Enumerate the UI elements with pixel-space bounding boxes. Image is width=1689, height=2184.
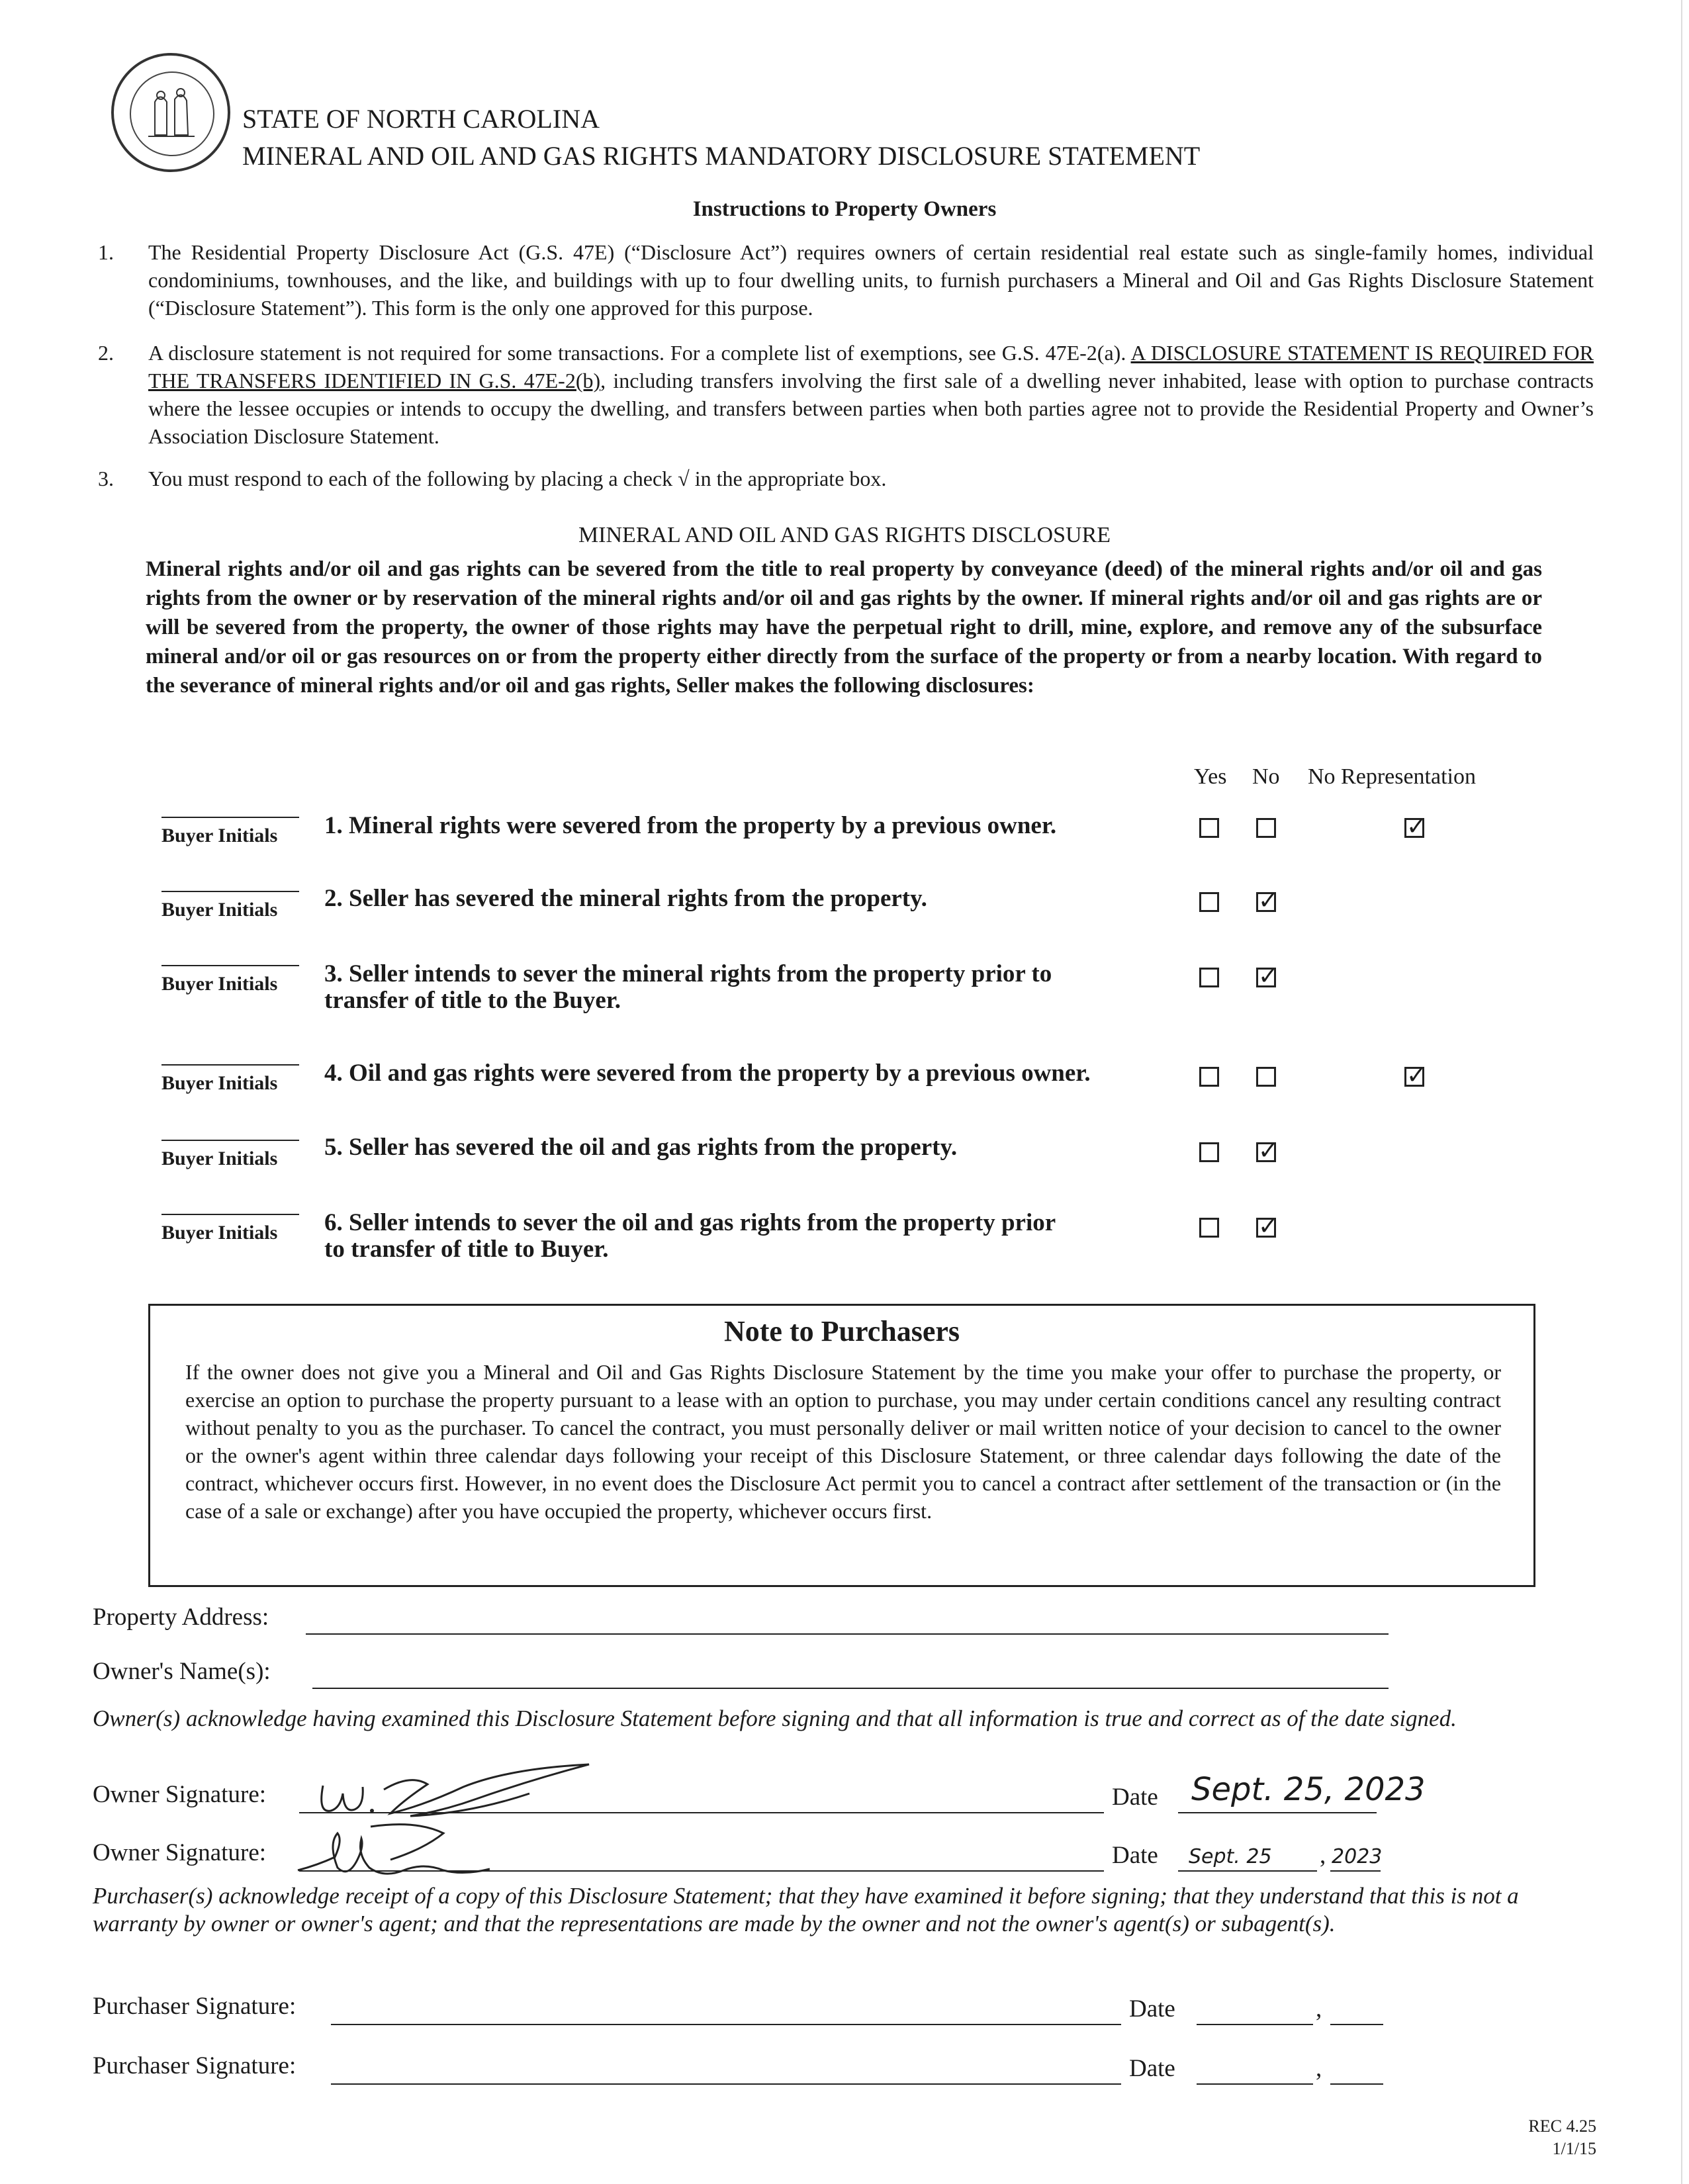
check-mark-icon: ✓ (1258, 887, 1279, 915)
instruction-number: 3. (98, 467, 114, 490)
owner-acknowledgement: Owner(s) acknowledge having examined this Disclosure Statement before signing and that all information is true and correct as of the date signed. (93, 1706, 1457, 1731)
q3-no-checkbox[interactable] (1256, 963, 1279, 990)
buyer-initials-line[interactable] (161, 891, 299, 892)
disclosure-section-title: MINERAL AND OIL AND GAS RIGHTS DISCLOSURE (578, 523, 1111, 547)
purchaser-date-label-2: Date (1129, 2055, 1175, 2082)
purchaser-signature-label-2: Purchaser Signature: (93, 2052, 297, 2079)
owner-names-label: Owner's Name(s): (93, 1658, 271, 1685)
form-revision-date: 1/1/15 (1552, 2139, 1596, 2158)
buyer-initials-label: Buyer Initials (161, 825, 278, 846)
buyer-initials-line[interactable] (161, 817, 299, 818)
owner-signature-label-1: Owner Signature: (93, 1781, 267, 1808)
scan-edge (1681, 0, 1682, 2184)
buyer-initials-line[interactable] (161, 1140, 299, 1141)
instructions-title: Instructions to Property Owners (692, 197, 997, 221)
buyer-initials-line[interactable] (161, 1214, 299, 1215)
q1-norep-checkbox[interactable] (1404, 813, 1427, 841)
buyer-initials-label: Buyer Initials (161, 1072, 278, 1094)
question-text: 3. Seller intends to sever the mineral rights from the property prior to (324, 960, 1052, 987)
instruction-text (148, 339, 1594, 450)
buyer-initials-line[interactable] (161, 1064, 299, 1066)
property-address-field[interactable] (306, 1633, 1389, 1635)
property-address-label: Property Address: (93, 1604, 269, 1631)
seal-emblem-icon (114, 56, 228, 169)
q4-norep-checkbox[interactable] (1404, 1062, 1427, 1089)
check-mark-icon: ✓ (1258, 963, 1279, 990)
column-yes: Yes (1194, 764, 1227, 789)
question-text-continued: to transfer of title to Buyer. (324, 1236, 609, 1263)
instruction-emphasis: A DISCLOSURE STATEMENT IS REQUIRED FOR THE TRANSFERS IDENTIFIED IN G.S. 47E-2(b) (148, 341, 1594, 392)
q5-yes-checkbox[interactable] (1199, 1142, 1219, 1162)
buyer-initials-label: Buyer Initials (161, 1148, 278, 1169)
question-text: 4. Oil and gas rights were severed from the property by a previous owner. (324, 1060, 1091, 1087)
question-2 (324, 886, 1185, 912)
owner-date-value-1: Sept. 25, 2023 (1191, 1771, 1426, 1808)
q5-no-checkbox[interactable] (1256, 1138, 1279, 1165)
buyer-initials-label: Buyer Initials (161, 899, 278, 921)
instruction-text-part: , including transfers involving the first sale of a dwelling never inhabited, lease with option to purchase contracts where the lessee occupies or intends to occupy the dwelling, and transfers between parties when both parties agree not to provide the Residential Property and Owner’s Association Disclosure Statement. (148, 369, 1594, 448)
q1-yes-checkbox[interactable] (1199, 818, 1219, 838)
purchaser-signature-field-1[interactable] (331, 2024, 1121, 2025)
form-footer (1528, 2115, 1596, 2160)
q6-no-checkbox[interactable] (1256, 1213, 1279, 1240)
buyer-initials-label: Buyer Initials (161, 973, 278, 995)
purchaser-acknowledgement: Purchaser(s) acknowledge receipt of a copy of this Disclosure Statement; that they have examined it before signing; that they understand that this is not a warranty by owner or owner's agent; and that the representations are made by the owner and not the owner's agent(s) or subagent(s). (93, 1883, 1519, 1936)
question-4 (324, 1060, 1185, 1087)
note-body: If the owner does not give you a Mineral and Oil and Gas Rights Disclosure Statement by the time you make your offer to purchase the property, or exercise an option to purchase the property pursuant to a lease with an option to purchase, you may under certain conditions cancel any resulting contract without penalty to you as the purchaser. To cancel the contract, you must personally deliver or mail written notice of your decision to cancel to the owner or the owner's agent within three calendar days following your receipt of this Disclosure Statement, or three calendar days following the date of the contract, whichever occurs first. However, in no event does the Disclosure Act permit you to cancel a contract after settlement of the transaction or (in the case of a sale or exchange) after you have occupied the property, whichever occurs first. (185, 1360, 1501, 1523)
owner-date-comma-2: , (1320, 1842, 1326, 1869)
column-no: No (1252, 764, 1280, 789)
q4-no-checkbox[interactable] (1256, 1067, 1276, 1087)
purchaser-date-field-2[interactable] (1197, 2083, 1313, 2085)
commission-seal-logo (111, 53, 230, 172)
header-form-title: MINERAL AND OIL AND GAS RIGHTS MANDATORY DISCLOSURE STATEMENT (242, 141, 1201, 171)
check-mark-icon: ✓ (1258, 1213, 1279, 1240)
note-title: Note to Purchasers (724, 1315, 960, 1347)
question-3 (324, 961, 1185, 1014)
owner-date-monthday-field-2[interactable] (1178, 1870, 1317, 1872)
q2-no-checkbox[interactable] (1256, 887, 1279, 915)
buyer-initials-label: Buyer Initials (161, 1222, 278, 1244)
owner-date-monthday-value-2: Sept. 25 (1189, 1845, 1272, 1868)
buyer-initials-line[interactable] (161, 965, 299, 966)
owner-date-label-2: Date (1112, 1842, 1158, 1869)
check-mark-icon: ✓ (1406, 813, 1427, 841)
question-text: 6. Seller intends to sever the oil and gas rights from the property prior (324, 1209, 1056, 1236)
instruction-number: 2. (98, 341, 114, 365)
question-5 (324, 1134, 1185, 1161)
q6-yes-checkbox[interactable] (1199, 1218, 1219, 1238)
q2-yes-checkbox[interactable] (1199, 892, 1219, 912)
header-state: STATE OF NORTH CAROLINA (242, 104, 600, 134)
question-text: 5. Seller has severed the oil and gas rights from the property. (324, 1134, 958, 1161)
owner-signature-label-2: Owner Signature: (93, 1839, 267, 1866)
owner-date-label-1: Date (1112, 1784, 1158, 1811)
check-mark-icon: ✓ (1258, 1138, 1279, 1165)
column-no-representation: No Representation (1308, 764, 1476, 789)
owner-names-field[interactable] (312, 1688, 1389, 1689)
purchaser-year-field-2[interactable] (1330, 2083, 1383, 2085)
purchaser-date-comma-1: , (1316, 1995, 1322, 2023)
purchaser-signature-field-2[interactable] (331, 2083, 1121, 2085)
purchaser-date-field-1[interactable] (1197, 2024, 1313, 2025)
instruction-text: You must respond to each of the following by placing a check √ in the appropriate box. (148, 467, 887, 490)
q4-yes-checkbox[interactable] (1199, 1067, 1219, 1087)
question-6 (324, 1210, 1185, 1263)
q1-no-checkbox[interactable] (1256, 818, 1276, 838)
instruction-item-3 (98, 465, 1594, 494)
purchaser-date-label-1: Date (1129, 1995, 1175, 2023)
check-mark-icon: ✓ (1406, 1062, 1427, 1089)
disclosure-section-body: Mineral rights and/or oil and gas rights can be severed from the title to real property by conveyance (deed) of the mineral rights and/or oil and gas rights from the owner or by reservation of the mineral rights and/or oil and gas rights by the owner. If mineral rights and/or oil and gas rights are or will be severed from the property, the owner of those rights may have the perpetual right to drill, mine, explore, and remove any of the subsurface mineral and/or oil or gas resources on or from the property either directly from the surface of the property or from a nearby location. With regard to the severance of mineral rights and/or oil and gas rights, Seller makes the following disclosures: (146, 557, 1542, 698)
purchaser-year-field-1[interactable] (1330, 2024, 1383, 2025)
question-text-continued: transfer of title to the Buyer. (324, 987, 621, 1014)
instruction-item-1 (98, 238, 1594, 326)
q3-yes-checkbox[interactable] (1199, 968, 1219, 987)
owner-date-year-field-2[interactable] (1330, 1870, 1381, 1872)
purchaser-date-comma-2: , (1316, 2055, 1322, 2082)
question-text: 2. Seller has severed the mineral rights from the property. (324, 885, 927, 912)
question-text: 1. Mineral rights were severed from the property by a previous owner. (324, 812, 1057, 839)
owner-date-field-1[interactable] (1178, 1812, 1377, 1813)
instruction-text: The Residential Property Disclosure Act (G.S. 47E) (“Disclosure Act”) requires owners of certain residential real estate such as single-family homes, individual condominiums, townhouses, and the like, and buildings with up to four dwelling units, to furnish purchasers a Mineral and Oil and Gas Rights Disclosure Statement (“Disclosure Statement”). This form is the only one approved for this purpose. (148, 240, 1594, 320)
instruction-number: 1. (98, 240, 114, 264)
purchaser-signature-label-1: Purchaser Signature: (93, 1993, 297, 2020)
form-number: REC 4.25 (1528, 2116, 1596, 2136)
instruction-text-part: A disclosure statement is not required for some transactions. For a complete list of exemptions, see G.S. 47E-2(a). (148, 341, 1131, 365)
owner-signature-2-image (291, 1807, 556, 1893)
owner-date-year-value-2: 2023 (1332, 1845, 1383, 1868)
instruction-item-2 (98, 339, 1594, 455)
question-1 (324, 813, 1185, 839)
